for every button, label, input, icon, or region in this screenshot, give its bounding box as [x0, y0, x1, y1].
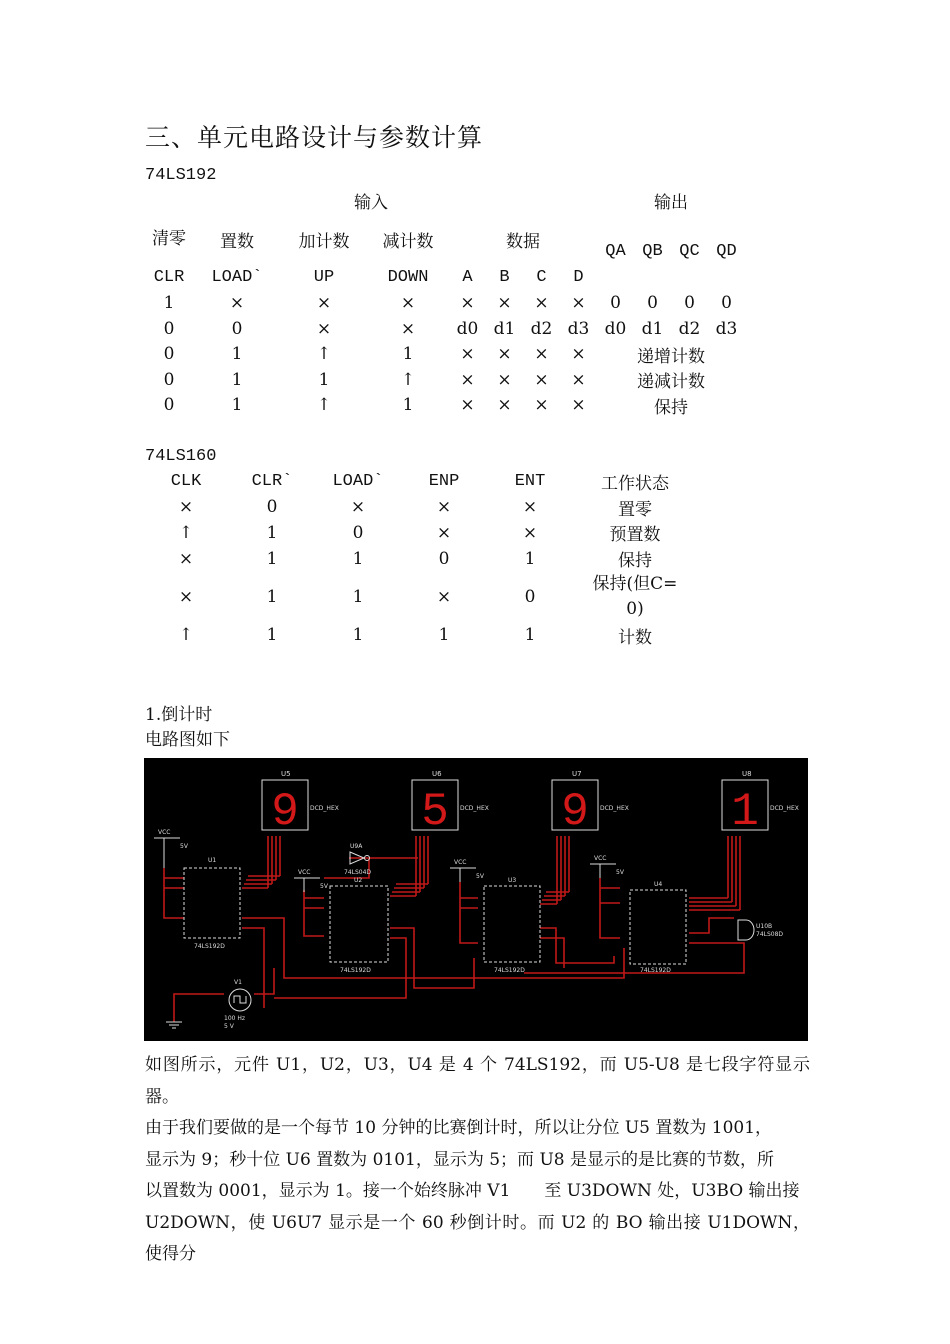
cell: 0 — [163, 369, 175, 390]
table-row — [145, 571, 699, 622]
vcc-voltage: 5V — [616, 869, 624, 876]
cell: 0 — [524, 586, 536, 607]
ref: U8 — [742, 770, 752, 778]
paragraph-line: U2DOWN，使 U6U7 显示是一个 60 秒倒计时。而 U2 的 BO 输出接 U1DOWN，使得分 — [145, 1212, 810, 1264]
cell: × — [497, 395, 512, 416]
table-row — [145, 546, 699, 572]
paragraph-line: 由于我们要做的是一个每节 10 分钟的比赛倒计时，所以让分位 U5 置数为 1001， — [145, 1118, 773, 1138]
vcc-label: VCC — [594, 855, 607, 862]
vcc-label: VCC — [454, 859, 467, 866]
cell: × — [178, 586, 194, 607]
cell: × — [571, 344, 586, 365]
paragraph-line: 显示为 9；秒十位 U6 置数为 0101，显示为 5；而 U8 是显示的是比赛的节数，所 — [145, 1149, 775, 1170]
table-row — [145, 622, 699, 648]
h-data: 数据 — [506, 231, 540, 252]
part: 74LS192D — [340, 967, 371, 974]
cell: × — [522, 497, 538, 518]
cell: 1 — [231, 395, 243, 416]
section1-title: 1.倒计时 — [145, 705, 213, 725]
section1-subtitle: 电路图如下 — [145, 730, 230, 750]
vcc-label: VCC — [158, 829, 171, 836]
cell: 1 — [402, 395, 414, 416]
cell: × — [534, 292, 549, 313]
cell: × — [316, 292, 332, 313]
cell: 1 — [352, 548, 364, 569]
cell: ↑ — [316, 395, 332, 416]
ref: U3 — [508, 877, 517, 884]
cell: × — [460, 292, 475, 313]
sym-clr: CLR — [153, 267, 185, 287]
table-row — [145, 290, 745, 316]
cell: d3 — [567, 318, 590, 339]
cell: ↑ — [178, 522, 194, 543]
h-down: 减计数 — [382, 231, 434, 252]
cell: × — [436, 522, 452, 543]
cell: 1 — [318, 369, 330, 390]
sym-a: A — [462, 267, 473, 287]
table-74ls160 — [145, 469, 699, 648]
digit: 1 — [731, 786, 759, 838]
ref: U2 — [354, 877, 363, 884]
cell: × — [534, 395, 549, 416]
sym-b: B — [499, 267, 510, 287]
cell: × — [436, 586, 452, 607]
h-clr: CLR` — [251, 472, 293, 492]
sym-down: DOWN — [387, 267, 429, 287]
cell: 1 — [266, 586, 278, 607]
ref: U10B — [756, 923, 773, 930]
cell: × — [460, 395, 475, 416]
type: DCD_HEX — [770, 805, 799, 812]
part: 74LS192D — [194, 943, 225, 950]
cell: × — [497, 369, 512, 390]
cell: 1 — [231, 344, 243, 365]
h-ent: ENT — [514, 472, 546, 492]
cell: 1 — [524, 548, 536, 569]
cell: × — [400, 292, 416, 313]
cell: × — [534, 344, 549, 365]
cell: d0 — [604, 318, 627, 339]
part: 74LS08D — [756, 931, 784, 938]
cell: × — [178, 497, 194, 518]
ref: U4 — [654, 881, 663, 888]
cell: × — [534, 369, 549, 390]
digit: 9 — [271, 786, 299, 838]
vcc-label: VCC — [298, 869, 311, 876]
cell: × — [497, 344, 512, 365]
cell: × — [316, 318, 332, 339]
cell: 0 — [163, 344, 175, 365]
cell: × — [460, 369, 475, 390]
cell: 1 — [231, 369, 243, 390]
cell: ↑ — [178, 625, 194, 646]
ref: U9A — [350, 843, 363, 850]
cell: × — [436, 497, 452, 518]
cell: d1 — [493, 318, 516, 339]
cell: × — [460, 344, 475, 365]
cell: 0 — [721, 292, 732, 313]
paragraph-line: 如图所示，元件 U1，U2，U3，U4 是 4 个 74LS192，而 U5-U8 是七段字符显示器。 — [145, 1055, 810, 1107]
description-paragraph — [145, 1050, 810, 1271]
circuit-bg — [144, 758, 808, 1041]
cell-state: 保持 — [654, 397, 688, 418]
group-output: 输出 — [654, 193, 688, 214]
cell: 0 — [266, 497, 278, 518]
h-up: 加计数 — [298, 231, 350, 252]
ref: U5 — [281, 770, 291, 778]
cell: d0 — [456, 318, 479, 339]
cell: 0 — [231, 318, 243, 339]
cell: d1 — [641, 318, 664, 339]
cell: 1 — [352, 625, 364, 646]
type: DCD_HEX — [460, 805, 489, 812]
cell: 1 — [163, 292, 175, 313]
table1-label: 74LS192 — [145, 166, 217, 185]
h-qa: QA — [605, 242, 626, 262]
sym-d: D — [573, 267, 584, 287]
cell: 1 — [352, 586, 364, 607]
cell: 0 — [610, 292, 621, 313]
ref: V1 — [234, 979, 242, 986]
table2-label: 74LS160 — [145, 447, 217, 466]
table-row — [145, 520, 699, 546]
cell: ↑ — [400, 369, 416, 390]
cell: × — [178, 548, 194, 569]
cell: 保持 — [618, 551, 652, 572]
cell: × — [497, 292, 512, 313]
part: 74LS04D — [344, 869, 372, 876]
cell: 1 — [266, 625, 278, 646]
cell: × — [571, 292, 586, 313]
circuit-svg — [144, 758, 808, 1041]
volt: 5 V — [224, 1023, 234, 1030]
section-heading: 三、单元电路设计与参数计算 — [145, 123, 484, 152]
paragraph-line: 以置数为 0001，显示为 1。接一个始终脉冲 V1 至 U3DOWN 处，U3BO 输出接 — [145, 1181, 800, 1201]
cell: 0 — [647, 292, 658, 313]
table-row — [145, 316, 745, 342]
h-load: 置数 — [220, 231, 254, 252]
type: DCD_HEX — [310, 805, 339, 812]
cell: 1 — [524, 625, 536, 646]
h-enp: ENP — [428, 472, 460, 492]
group-input: 输入 — [354, 193, 388, 214]
cell-state: 递增计数 — [637, 346, 705, 367]
h-qc: QC — [679, 242, 700, 262]
cell: 0 — [352, 522, 364, 543]
digit: 5 — [421, 786, 449, 838]
sym-c: C — [536, 267, 547, 287]
cell-state: 递减计数 — [637, 372, 705, 393]
cell: 计数 — [618, 627, 652, 648]
table-row — [145, 341, 745, 367]
cell: × — [571, 395, 586, 416]
h-qb: QB — [642, 242, 663, 262]
ref: U6 — [432, 770, 442, 778]
h-load: LOAD` — [332, 472, 384, 492]
cell: 1 — [266, 548, 278, 569]
cell: 保持(但C=0) — [592, 573, 678, 619]
ref: U1 — [208, 857, 217, 864]
part: 74LS192D — [494, 967, 525, 974]
cell: 0 — [684, 292, 695, 313]
h-clk: CLK — [170, 472, 202, 492]
cell: × — [571, 369, 586, 390]
part: 74LS192D — [640, 967, 671, 974]
h-clear: 清零 — [152, 228, 186, 249]
cell: 1 — [438, 625, 450, 646]
table-row — [145, 367, 745, 393]
h-qd: QD — [716, 242, 737, 262]
freq: 100 Hz — [224, 1015, 246, 1022]
cell: 预置数 — [609, 525, 661, 546]
circuit-diagram — [144, 758, 808, 1041]
cell: 1 — [266, 522, 278, 543]
cell: × — [522, 522, 538, 543]
sym-up: UP — [313, 267, 335, 287]
cell: d3 — [715, 318, 738, 339]
cell: × — [400, 318, 416, 339]
cell: 置零 — [618, 499, 652, 520]
cell: 1 — [402, 344, 414, 365]
cell: d2 — [530, 318, 553, 339]
digit: 9 — [561, 786, 589, 838]
cell: 0 — [163, 318, 175, 339]
cell: × — [350, 497, 366, 518]
vcc-voltage: 5V — [180, 843, 188, 850]
table-74ls192 — [145, 188, 745, 418]
table-row — [145, 393, 745, 419]
vcc-voltage: 5V — [320, 883, 328, 890]
cell: 0 — [163, 395, 175, 416]
cell: 0 — [438, 548, 450, 569]
vcc-voltage: 5V — [476, 873, 484, 880]
cell: × — [229, 292, 245, 313]
sym-load: LOAD` — [211, 267, 263, 287]
cell: ↑ — [316, 344, 332, 365]
h-state: 工作状态 — [601, 474, 669, 495]
type: DCD_HEX — [600, 805, 629, 812]
cell: d2 — [678, 318, 701, 339]
table-row — [145, 495, 699, 521]
ref: U7 — [572, 770, 582, 778]
